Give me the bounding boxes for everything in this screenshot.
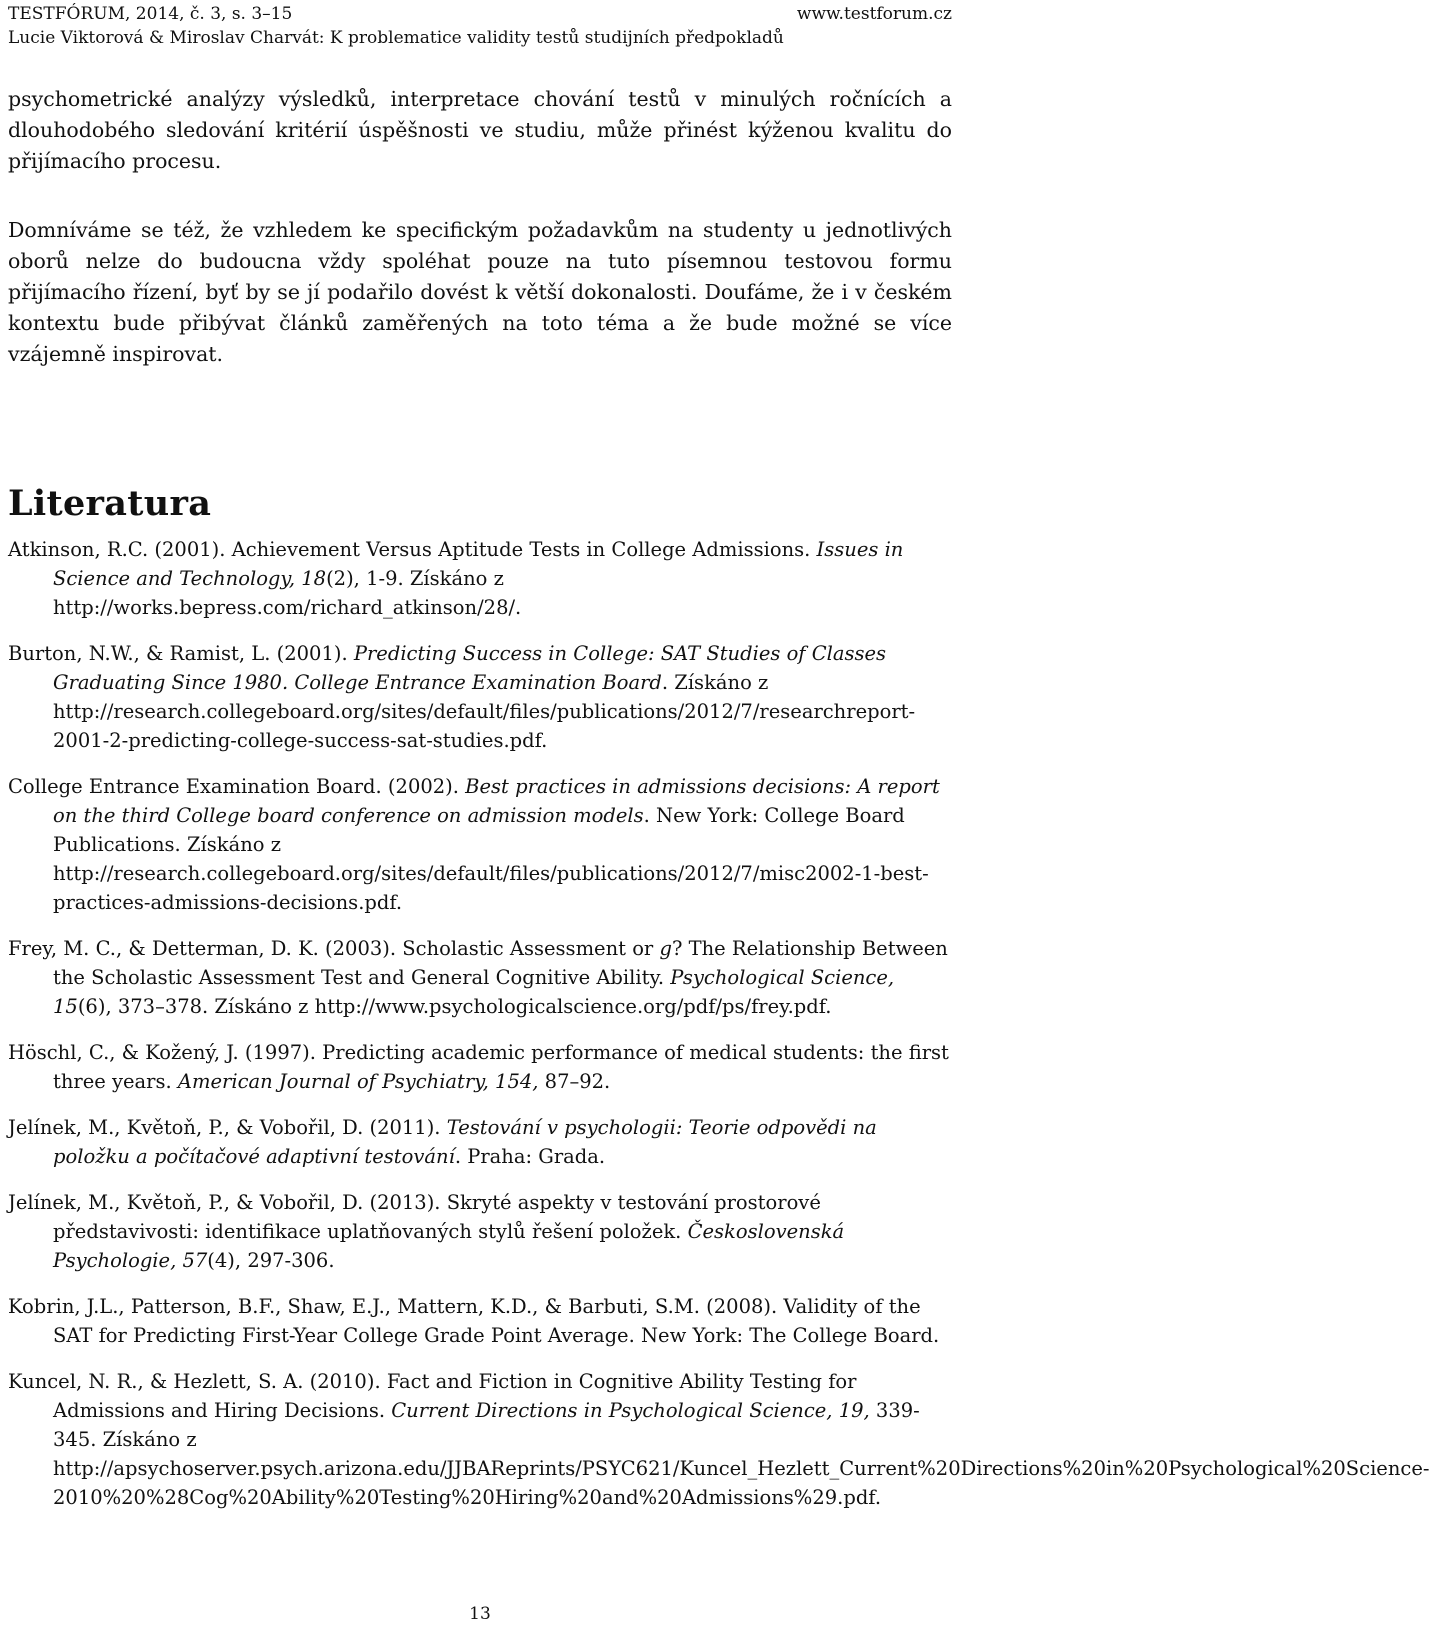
reference-item: Höschl, C., & Kožený, J. (1997). Predicting academic performance of medical students: the first three years. American Journal of Psychiatry, 154, 87–92. <box>8 1041 949 1093</box>
header-top-line <box>8 2 952 26</box>
paragraph: psychometrické analýzy výsledků, interpretace chování testů v minulých ročnících a dlouhodobého sledování kritérií úspěšnosti ve studiu, může přinést kýženou kvalitu do přijímacího procesu. <box>8 87 952 173</box>
journal-website: www.testforum.cz <box>796 4 952 24</box>
reference-item: Kuncel, N. R., & Hezlett, S. A. (2010). Fact and Fiction in Cognitive Ability Testing for Admissions and Hiring Decisions. Current Directions in Psychological Science, 19, 339-345. Získáno z http://apsychoserver.psych.arizona.edu/JJBAReprints/PSYC621/Kuncel_Hezlett_Current%20Directions%20in%20Psychological%20Science-2010%20%28Cog%20Ability%20Testing%20Hiring%20and%20Admissions%29.pdf. <box>8 1370 1429 1509</box>
reference-item: Jelínek, M., Květoň, P., & Vobořil, D. (2011). Testování v psychologii: Teorie odpovědi na položku a počítačové adaptivní testování. Praha: Grada. <box>8 1116 877 1168</box>
reference-item: Jelínek, M., Květoň, P., & Vobořil, D. (2013). Skryté aspekty v testování prostorové představivosti: identifikace uplatňovaných stylů řešení položek. Československá Psychologie, 57(4), 297-306. <box>8 1191 845 1272</box>
reference-item: Kobrin, J.L., Patterson, B.F., Shaw, E.J., Mattern, K.D., & Barbuti, S.M. (2008). Validity of the SAT for Predicting First-Year College Grade Point Average. New York: The College Board. <box>8 1295 940 1347</box>
reference-item: College Entrance Examination Board. (2002). Best practices in admissions decisions: A report on the third College board conference on admission models. New York: College Board Publications. Získáno z http://research.collegeboard.org/sites/default/files/publications/2012/7/misc2002-1-best-practices-admissions-decisions.pdf. <box>8 775 940 914</box>
reference-list <box>8 535 1429 1529</box>
reference-item: Atkinson, R.C. (2001). Achievement Versus Aptitude Tests in College Admissions. Issues in Science and Technology, 18(2), 1-9. Získáno z http://works.bepress.com/richard_atkinson/28/. <box>8 538 904 619</box>
page-number: 13 <box>469 1604 491 1624</box>
article-authors-title: Lucie Viktorová & Miroslav Charvát: K problematice validity testů studijních předpokladů <box>8 28 784 48</box>
running-header <box>8 2 952 50</box>
paragraph: Domníváme se též, že vzhledem ke specifickým požadavkům na studenty u jednotlivých oborů nelze do budoucna vždy spoléhat pouze na tuto písemnou testovou formu přijímacího řízení, byť by se jí podařilo dovést k větší dokonalosti. Doufáme, že i v českém kontextu bude přibývat článků zaměřených na toto téma a že bude možné se více vzájemně inspirovat. <box>8 218 952 366</box>
reference-item: Frey, M. C., & Detterman, D. K. (2003). Scholastic Assessment or g? The Relationship Between the Scholastic Assessment Test and General Cognitive Ability. Psychological Science, 15(6), 373–378. Získáno z http://www.psychologicalscience.org/pdf/ps/frey.pdf. <box>8 937 948 1018</box>
references-heading: Literatura <box>8 483 212 524</box>
body-text <box>8 84 952 408</box>
reference-item: Burton, N.W., & Ramist, L. (2001). Predicting Success in College: SAT Studies of Classes Graduating Since 1980. College Entrance Examination Board. Získáno z http://research.collegeboard.org/sites/default/files/publications/2012/7/researchreport-2001-2-predicting-college-success-sat-studies.pdf. <box>8 642 916 752</box>
journal-citation: TESTFÓRUM, 2014, č. 3, s. 3–15 <box>8 4 293 24</box>
